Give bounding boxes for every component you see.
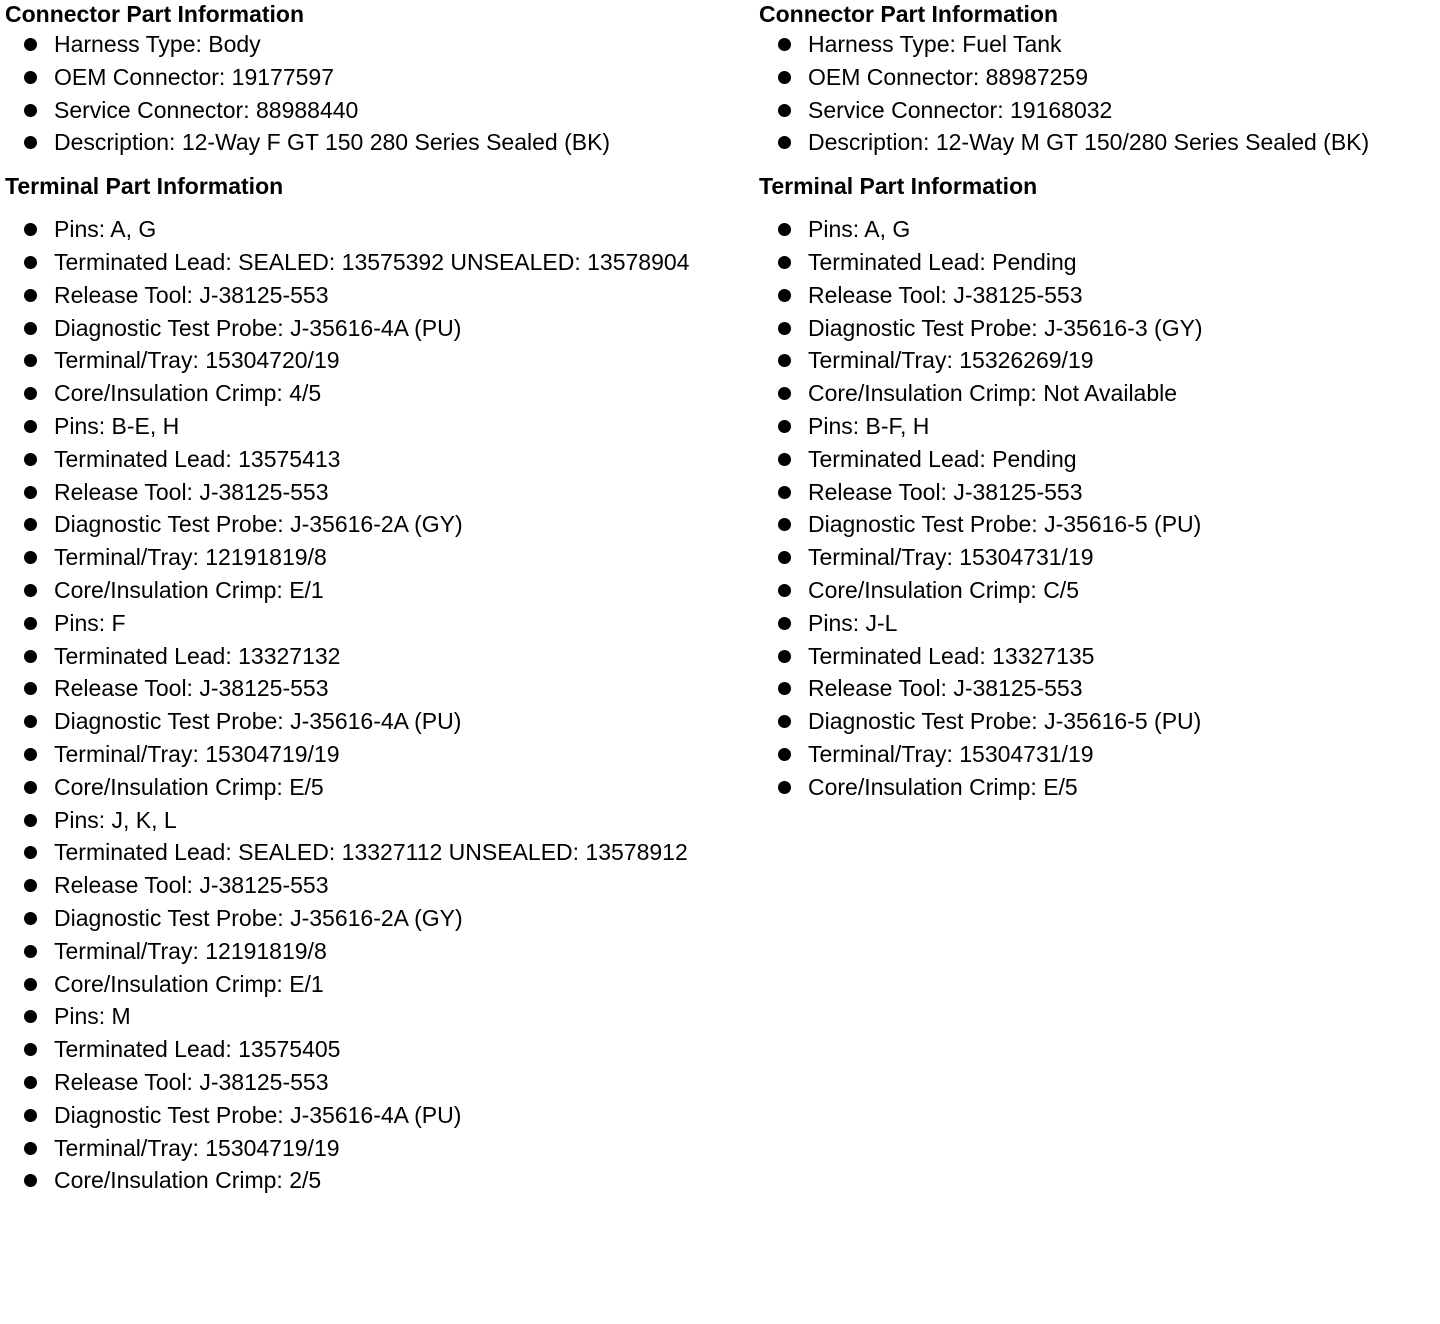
list-item-text: Pins: J, K, L — [54, 806, 177, 833]
terminal-group — [759, 410, 1439, 607]
bullet-icon — [778, 715, 791, 728]
list-item-text: OEM Connector: 88987259 — [808, 63, 1089, 90]
list-item-text: Terminated Lead: SEALED: 13575392 UNSEALED: 13578904 — [54, 248, 690, 275]
list-item — [5, 476, 755, 509]
list-item-text: Core/Insulation Crimp: E/1 — [54, 576, 324, 603]
list-item — [5, 344, 755, 377]
bullet-icon — [778, 420, 791, 433]
list-item — [5, 1033, 755, 1066]
list-item — [759, 508, 1439, 541]
list-item-text: Core/Insulation Crimp: E/1 — [54, 970, 324, 997]
list-item — [759, 640, 1439, 673]
list-item — [5, 705, 755, 738]
bullet-icon — [778, 584, 791, 597]
list-item-text: Terminated Lead: Pending — [808, 445, 1077, 472]
list-item-text: Core/Insulation Crimp: 4/5 — [54, 380, 322, 407]
list-item — [5, 1164, 755, 1197]
list-item — [759, 410, 1439, 443]
list-item — [5, 771, 755, 804]
list-item-text: Terminal/Tray: 15304720/19 — [54, 347, 340, 374]
list-item-text: Pins: M — [54, 1003, 131, 1030]
list-item-text: Pins: B-F, H — [808, 412, 930, 439]
list-item — [759, 574, 1439, 607]
list-item-text: Diagnostic Test Probe: J-35616-2A (GY) — [54, 904, 463, 931]
terminal-part-information-heading: Terminal Part Information — [5, 173, 284, 200]
list-item-text: Terminated Lead: 13575413 — [54, 445, 341, 472]
list-item — [759, 443, 1439, 476]
list-item-text: Terminated Lead: 13327132 — [54, 642, 341, 669]
list-item — [5, 377, 755, 410]
list-item-text: Core/Insulation Crimp: C/5 — [808, 576, 1079, 603]
bullet-icon — [24, 1142, 37, 1155]
list-item-text: Terminated Lead: SEALED: 13327112 UNSEALED: 13578912 — [54, 839, 688, 866]
list-item-text: Release Tool: J-38125-553 — [54, 872, 329, 899]
list-item — [759, 705, 1439, 738]
list-item-text: Release Tool: J-38125-553 — [54, 675, 329, 702]
list-item — [5, 869, 755, 902]
terminal-groups — [5, 213, 755, 1197]
list-item-text: Diagnostic Test Probe: J-35616-4A (PU) — [54, 314, 462, 341]
list-item-text: OEM Connector: 19177597 — [54, 63, 335, 90]
list-item — [759, 607, 1439, 640]
list-item-text: Terminal/Tray: 15326269/19 — [808, 347, 1094, 374]
bullet-icon — [24, 136, 37, 149]
list-item-text: Terminal/Tray: 15304731/19 — [808, 544, 1094, 571]
list-item-text: Description: 12-Way M GT 150/280 Series Sealed (BK) — [808, 129, 1370, 156]
bullet-icon — [24, 781, 37, 794]
list-item — [5, 804, 755, 837]
bullet-icon — [24, 814, 37, 827]
bullet-icon — [778, 682, 791, 695]
list-item — [759, 28, 1439, 61]
bullet-icon — [24, 748, 37, 761]
bullet-icon — [24, 1109, 37, 1122]
bullet-icon — [24, 912, 37, 925]
bullet-icon — [778, 136, 791, 149]
list-item-text: Terminal/Tray: 12191819/8 — [54, 544, 327, 571]
list-item — [759, 344, 1439, 377]
list-item — [5, 443, 755, 476]
list-item-text: Release Tool: J-38125-553 — [54, 1068, 329, 1095]
list-item-text: Harness Type: Body — [54, 31, 261, 57]
list-item-text: Pins: A, G — [54, 216, 157, 243]
bullet-icon — [24, 1043, 37, 1056]
list-item-text: Terminated Lead: 13575405 — [54, 1036, 341, 1063]
list-item — [5, 672, 755, 705]
list-item — [5, 1000, 755, 1033]
terminal-group — [5, 213, 755, 410]
bullet-icon — [24, 322, 37, 335]
connector-part-information-heading: Connector Part Information — [759, 1, 1059, 27]
bullet-icon — [778, 104, 791, 117]
bullet-icon — [24, 38, 37, 51]
bullet-icon — [24, 1010, 37, 1023]
list-item — [5, 61, 755, 94]
list-item — [5, 607, 755, 640]
list-item-text: Release Tool: J-38125-553 — [808, 675, 1083, 702]
terminal-groups — [759, 213, 1439, 803]
list-item-text: Pins: A, G — [808, 216, 911, 243]
list-item — [5, 1132, 755, 1165]
bullet-icon — [24, 71, 37, 84]
list-item — [759, 126, 1439, 159]
bullet-icon — [24, 715, 37, 728]
connector-part-list — [759, 28, 1439, 159]
list-item — [759, 61, 1439, 94]
bullet-icon — [24, 223, 37, 236]
list-item — [5, 541, 755, 574]
connector-part-list — [5, 28, 755, 159]
list-item-text: Diagnostic Test Probe: J-35616-4A (PU) — [54, 708, 462, 735]
connector-column-body — [5, 0, 755, 1197]
bullet-icon — [24, 846, 37, 859]
terminal-group — [5, 1000, 755, 1197]
bullet-icon — [778, 223, 791, 236]
list-item-text: Release Tool: J-38125-553 — [54, 281, 329, 308]
list-item-text: Terminal/Tray: 15304719/19 — [54, 1134, 340, 1161]
list-item-text: Description: 12-Way F GT 150 280 Series Sealed (BK) — [54, 129, 611, 156]
list-item-text: Diagnostic Test Probe: J-35616-5 (PU) — [808, 511, 1202, 538]
bullet-icon — [24, 104, 37, 117]
list-item — [5, 738, 755, 771]
bullet-icon — [24, 1076, 37, 1089]
list-item — [759, 94, 1439, 127]
bullet-icon — [24, 289, 37, 302]
bullet-icon — [24, 354, 37, 367]
list-item — [5, 246, 755, 279]
list-item — [759, 672, 1439, 705]
list-item-text: Terminal/Tray: 15304731/19 — [808, 740, 1094, 767]
terminal-group — [759, 607, 1439, 804]
list-item — [5, 902, 755, 935]
list-item-text: Release Tool: J-38125-553 — [808, 281, 1083, 308]
list-item-text: Core/Insulation Crimp: 2/5 — [54, 1167, 322, 1194]
bullet-icon — [24, 879, 37, 892]
list-item — [5, 508, 755, 541]
list-item — [5, 410, 755, 443]
list-item — [5, 836, 755, 869]
bullet-icon — [778, 453, 791, 466]
list-item-text: Pins: B-E, H — [54, 412, 180, 439]
list-item-text: Terminated Lead: Pending — [808, 248, 1077, 275]
list-item — [759, 738, 1439, 771]
bullet-icon — [778, 748, 791, 761]
list-item-text: Release Tool: J-38125-553 — [54, 478, 329, 505]
list-item — [5, 574, 755, 607]
list-item-text: Core/Insulation Crimp: E/5 — [54, 773, 324, 800]
list-item-text: Service Connector: 19168032 — [808, 96, 1113, 123]
terminal-group — [5, 410, 755, 607]
bullet-icon — [24, 518, 37, 531]
bullet-icon — [778, 256, 791, 269]
list-item-text: Diagnostic Test Probe: J-35616-2A (GY) — [54, 511, 463, 538]
bullet-icon — [778, 38, 791, 51]
list-item-text: Diagnostic Test Probe: J-35616-3 (GY) — [808, 314, 1203, 341]
list-item-text: Terminated Lead: 13327135 — [808, 642, 1095, 669]
terminal-group — [5, 804, 755, 1001]
bullet-icon — [778, 781, 791, 794]
list-item-text: Pins: F — [54, 609, 126, 636]
list-item — [5, 126, 755, 159]
list-item — [5, 968, 755, 1001]
bullet-icon — [778, 518, 791, 531]
bullet-icon — [24, 486, 37, 499]
list-item — [5, 1066, 755, 1099]
bullet-icon — [778, 617, 791, 630]
terminal-group — [759, 213, 1439, 410]
connector-column-fuel-tank — [759, 0, 1439, 804]
bullet-icon — [24, 387, 37, 400]
list-item-text: Pins: J-L — [808, 609, 898, 636]
connector-part-information-heading: Connector Part Information — [5, 1, 305, 27]
list-item-text: Diagnostic Test Probe: J-35616-5 (PU) — [808, 708, 1202, 735]
list-item — [759, 279, 1439, 312]
list-item — [759, 312, 1439, 345]
list-item — [5, 312, 755, 345]
bullet-icon — [24, 650, 37, 663]
list-item-text: Core/Insulation Crimp: Not Available — [808, 380, 1178, 407]
list-item — [5, 640, 755, 673]
list-item — [5, 279, 755, 312]
list-item — [5, 935, 755, 968]
list-item-text: Release Tool: J-38125-553 — [808, 478, 1083, 505]
bullet-icon — [778, 650, 791, 663]
list-item — [759, 213, 1439, 246]
bullet-icon — [778, 387, 791, 400]
list-item — [759, 476, 1439, 509]
list-item — [759, 246, 1439, 279]
bullet-icon — [778, 71, 791, 84]
bullet-icon — [778, 486, 791, 499]
bullet-icon — [24, 945, 37, 958]
list-item-text: Service Connector: 88988440 — [54, 96, 359, 123]
list-item-text: Terminal/Tray: 12191819/8 — [54, 937, 327, 964]
bullet-icon — [24, 978, 37, 991]
bullet-icon — [24, 584, 37, 597]
bullet-icon — [778, 289, 791, 302]
bullet-icon — [24, 420, 37, 433]
list-item-text: Core/Insulation Crimp: E/5 — [808, 773, 1078, 800]
bullet-icon — [24, 453, 37, 466]
list-item-text: Harness Type: Fuel Tank — [808, 31, 1062, 57]
bullet-icon — [778, 354, 791, 367]
bullet-icon — [24, 551, 37, 564]
terminal-group — [5, 607, 755, 804]
list-item-text: Terminal/Tray: 15304719/19 — [54, 740, 340, 767]
bullet-icon — [24, 256, 37, 269]
bullet-icon — [778, 322, 791, 335]
list-item — [5, 1099, 755, 1132]
bullet-icon — [24, 1174, 37, 1187]
list-item-text: Diagnostic Test Probe: J-35616-4A (PU) — [54, 1101, 462, 1128]
list-item — [5, 213, 755, 246]
list-item — [759, 771, 1439, 804]
list-item — [5, 94, 755, 127]
bullet-icon — [24, 682, 37, 695]
bullet-icon — [24, 617, 37, 630]
list-item — [759, 377, 1439, 410]
terminal-part-information-heading: Terminal Part Information — [759, 173, 1038, 200]
bullet-icon — [778, 551, 791, 564]
list-item — [5, 28, 755, 61]
list-item — [759, 541, 1439, 574]
